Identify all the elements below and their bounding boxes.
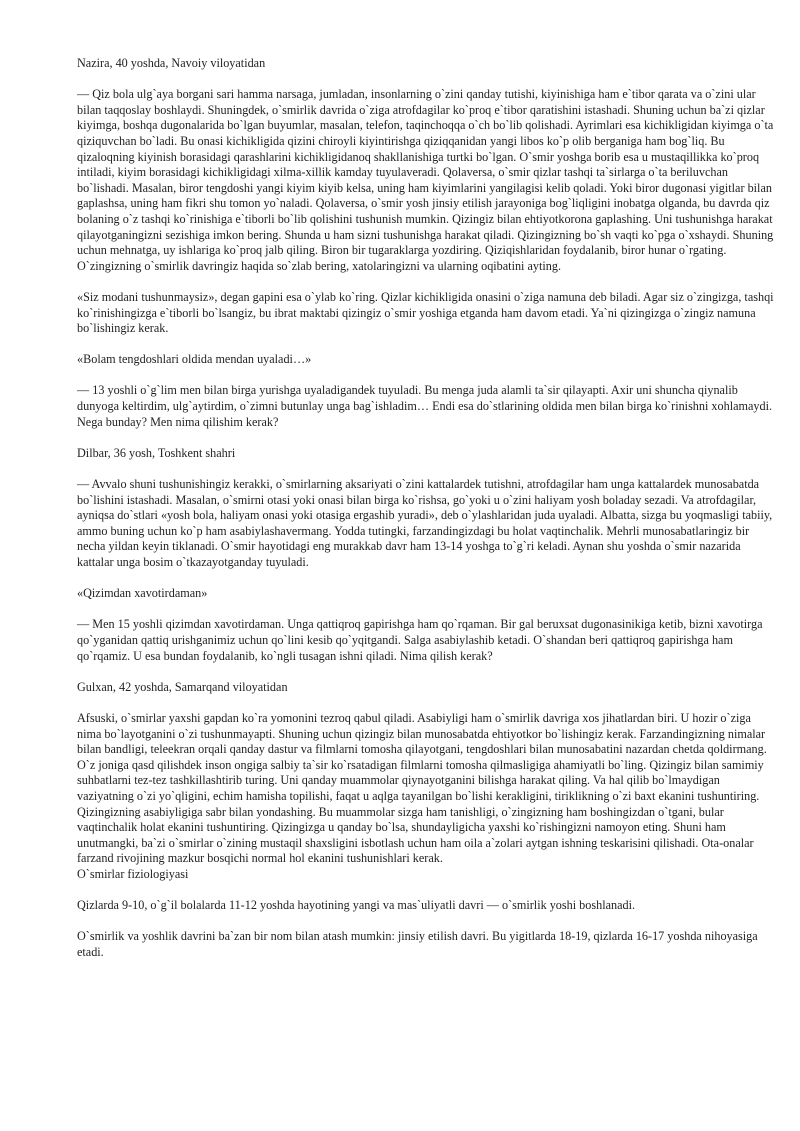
byline-gulxan: Gulxan, 42 yoshda, Samarqand viloyatidan — [77, 679, 288, 694]
question-paragraph: — Men 15 yoshli qizimdan xavotirdaman. Unga qattiqroq gapirishga ham qo`rqaman. Bir gal beruxsat dugonasinikiga ketib, bizni xavotirga qo`yganidan qattiq urishganimiz uchun qo`lini kesib qo`yqitgandi. Salga asabiylashib ketadi. O`shandan beri qattiqroq gapirishga ham qo`rqamiz. U esa bundan foydalanib, ko`ngli tusagan ishni qiladi. Nima qilish kerak? — [77, 617, 763, 663]
question-paragraph: — 13 yoshli o`g`lim men bilan birga yurishga uyaladigandek tuyuladi. Bu menga juda alamli ta`sir qilayapti. Axir uni shuncha qiynalib dunyoga keltirdim, ulg`aytirdim, o`zimni butunlay unga bag`ishladim… Endi esa do`stlarining oldida men bilan birga ko`rinishni xohlamaydi. Nega bunday? Men nima qilishim kerak? — [77, 383, 773, 429]
answer-paragraph: — Qiz bola ulg`aya borgani sari hamma narsaga, jumladan, insonlarning o`zini qanday tutishi, kiyinishiga ham e`tibor qarata va o`zini ular bilan taqqoslay boshlaydi. Shuningdek, o`smirlik davrida o`ziga atrofdagilar ko`proq e`tibor qaratishini istashadi. Shuning uchun ba`zi qizlar kiyimga, boshqa dugonalarida bo`lgan buyumlar, masalan, telefon, taqinchoqqa o`ch bo`lib qolishadi. Ayrimlari esa kichikligidan kiyimga o`ta qiziquvchan bo`ladi. Bu onasi kichikligida qizini chiroyli kiyintirishga qiziqqanidan yangi libos ko`p olib berganiga ham bog`liq. Bu qizaloqning kiyinish borasidagi qarashlarini kichikligidanoq shakllanishiga turtki bo`lgan. O`smir yoshga borib esa u mustaqillikka ko`proq intiladi, kiyim borasidagi kichikligidagi xilma-xillik kamday tuyulaveradi. Qolaversa, o`smir qizlar tashqi ta`sirlarga o`ta beriluvchan bo`lishadi. Masalan, biror tengdoshi yangi kiyim kiyib kelsa, uning ham kiyimlarini yangilagisi kelib qoladi. Yoki biror dugonasi yigitlar bilan gaplashsa, uning ham fikri shu tomon yo`naladi. Qolaversa, o`smir yosh jinsiy etilish jarayoniga bog`liqligini inobatga olganda, bu davrda qiz bolaning o`z tashqi ko`rinishiga e`tiborli bo`lib qolishini tushunish mumkin. Qizingiz bilan ehtiyotkorona gaplashing. Uni tushunishga harakat qilayotganingizni sezishiga imkon bering. Shunda u ham sizni tushunishga harakat qiladi. Qizingizning bo`sh vaqti ko`pga o`xshaydi. Shuning uchun mehnatga, uy ishlariga ko`proq jalb qiling. Biron bir tugaraklarga yozdiring. Qiziqishlaridan foydalanib, biror hunar o`rgating. O`zingizning o`smirlik davringiz haqida so`zlab bering, xatolaringizni va ularning oqibatini ayting. — [77, 87, 774, 273]
section-heading: «Bolam tengdoshlari oldida mendan uyaladi…» — [77, 352, 312, 367]
byline-dilbar: Dilbar, 36 yosh, Toshkent shahri — [77, 445, 236, 460]
section-heading: «Qizimdan xavotirdaman» — [77, 586, 208, 601]
answer-paragraph: — Avvalo shuni tushunishingiz kerakki, o`smirlarning aksariyati o`zini kattalardek tutishni, atrofdagilar ham unga kattalardek munosabatda bo`lishini istashadi. Masalan, o`smirni otasi yoki onasi bilan birga ko`rishsa, go`yoki u o`zini haliyam yosh boladay sezadi. Va atrofdagilar, ayniqsa do`stlari «yosh bola, haliyam onasi yoki otasiga ergashib yuradi», deb o`ylashlaridan juda uyaladi. Albatta, sizga bu yoqmasligi tabiiy, ammo buning uchun ko`p ham asabiylashavermang. Yodda tutingki, farzandingizdagi bu holat vaqtinchalik. Mehrli munosabatlaringiz bir necha yildan keyin tiklanadi. O`smir hayotidagi eng murakkab davr ham 13-14 yoshga to`g`ri keladi. Aynan shu yoshda o`smir nazarida kattalar unga bosim o`tkazayotganday tuyuladi. — [77, 477, 773, 569]
body-paragraph: Qizlarda 9-10, o`g`il bolalarda 11-12 yoshda hayotining yangi va mas`uliyatli davri — o`smirlik yoshi boshlanadi. — [77, 898, 636, 913]
body-paragraph: O`smirlik va yoshlik davrini ba`zan bir nom bilan atash mumkin: jinsiy etilish davri. Bu yigitlarda 18-19, qizlarda 16-17 yoshda nihoyasiga etadi. — [77, 929, 758, 959]
body-paragraph: «Siz modani tushunmaysiz», degan gapini esa o`ylab ko`ring. Qizlar kichikligida onasini o`ziga namuna deb biladi. Agar siz o`zingizga, tashqi ko`rinishingizga e`tiborli bo`lsangiz, bu ibrat maktabi qizingiz o`smir yoshiga etganda ham davom etadi. Ya`ni qizingizga o`zingiz namuna bo`lishingiz kerak. — [77, 289, 774, 336]
answer-paragraph: Afsuski, o`smirlar yaxshi gapdan ko`ra yomonini tezroq qabul qiladi. Asabiyligi ham o`smirlik davriga xos jihatlardan biri. U hozir o`ziga nima bo`layotganini o`zi tushunmayapti. Shuning uchun qizingiz bilan munosabatda ehtiyotkor bo`lishingiz kerak. Farzandingizning nimalar bilan bandligi, teleekran orqali qanday dastur va filmlarni tomosha qilayotgani, tengdoshlari bilan munosabatini nazardan chetda qoldirmang. O`z joniga qasd qilishdek inson ongiga salbiy ta`sir ko`rsatadigan filmlarni tomosha qilmasligiga ahamiyatli bo`ling. Qizingiz bilan samimiy suhbatlarni tez-tez tashkillashtirib turing. Uni qanday muammolar qiynayotganini bilishga harakat qiling. Va hal qilib bo`lmaydigan vaziyatning o`zi yo`qligini, echim hamisha topilishi, faqat u aqlga tayanilgan bo`lishi kerakligini, tiriklikning o`zi baxt ekanini tushuntiring. Qizingizning asabiyligiga sabr bilan yondashing. Bu muammolar sizga ham tanishligi, o`zingizning ham boshingizdan o`tgani, bular vaqtinchalik holat ekanini tushuntiring. Qizingizga u qanday bo`lsa, shundayligicha yaxshi ko`rishingizni namoyon eting. Shuni ham unutmangki, ba`zi o`smirlar o`zining mustaqil shaxsligini isbotlash uchun ham oila a`zolari aytgan ishning teskarisini qilishadi. Ota-onalar farzand rivojining mazkur bosqichi normal hol ekanini tushunishlari kerak. — [77, 710, 767, 866]
section-heading: O`smirlar fiziologiyasi — [77, 866, 189, 881]
byline-nazira: Nazira, 40 yoshda, Navoiy viloyatidan — [77, 56, 266, 70]
